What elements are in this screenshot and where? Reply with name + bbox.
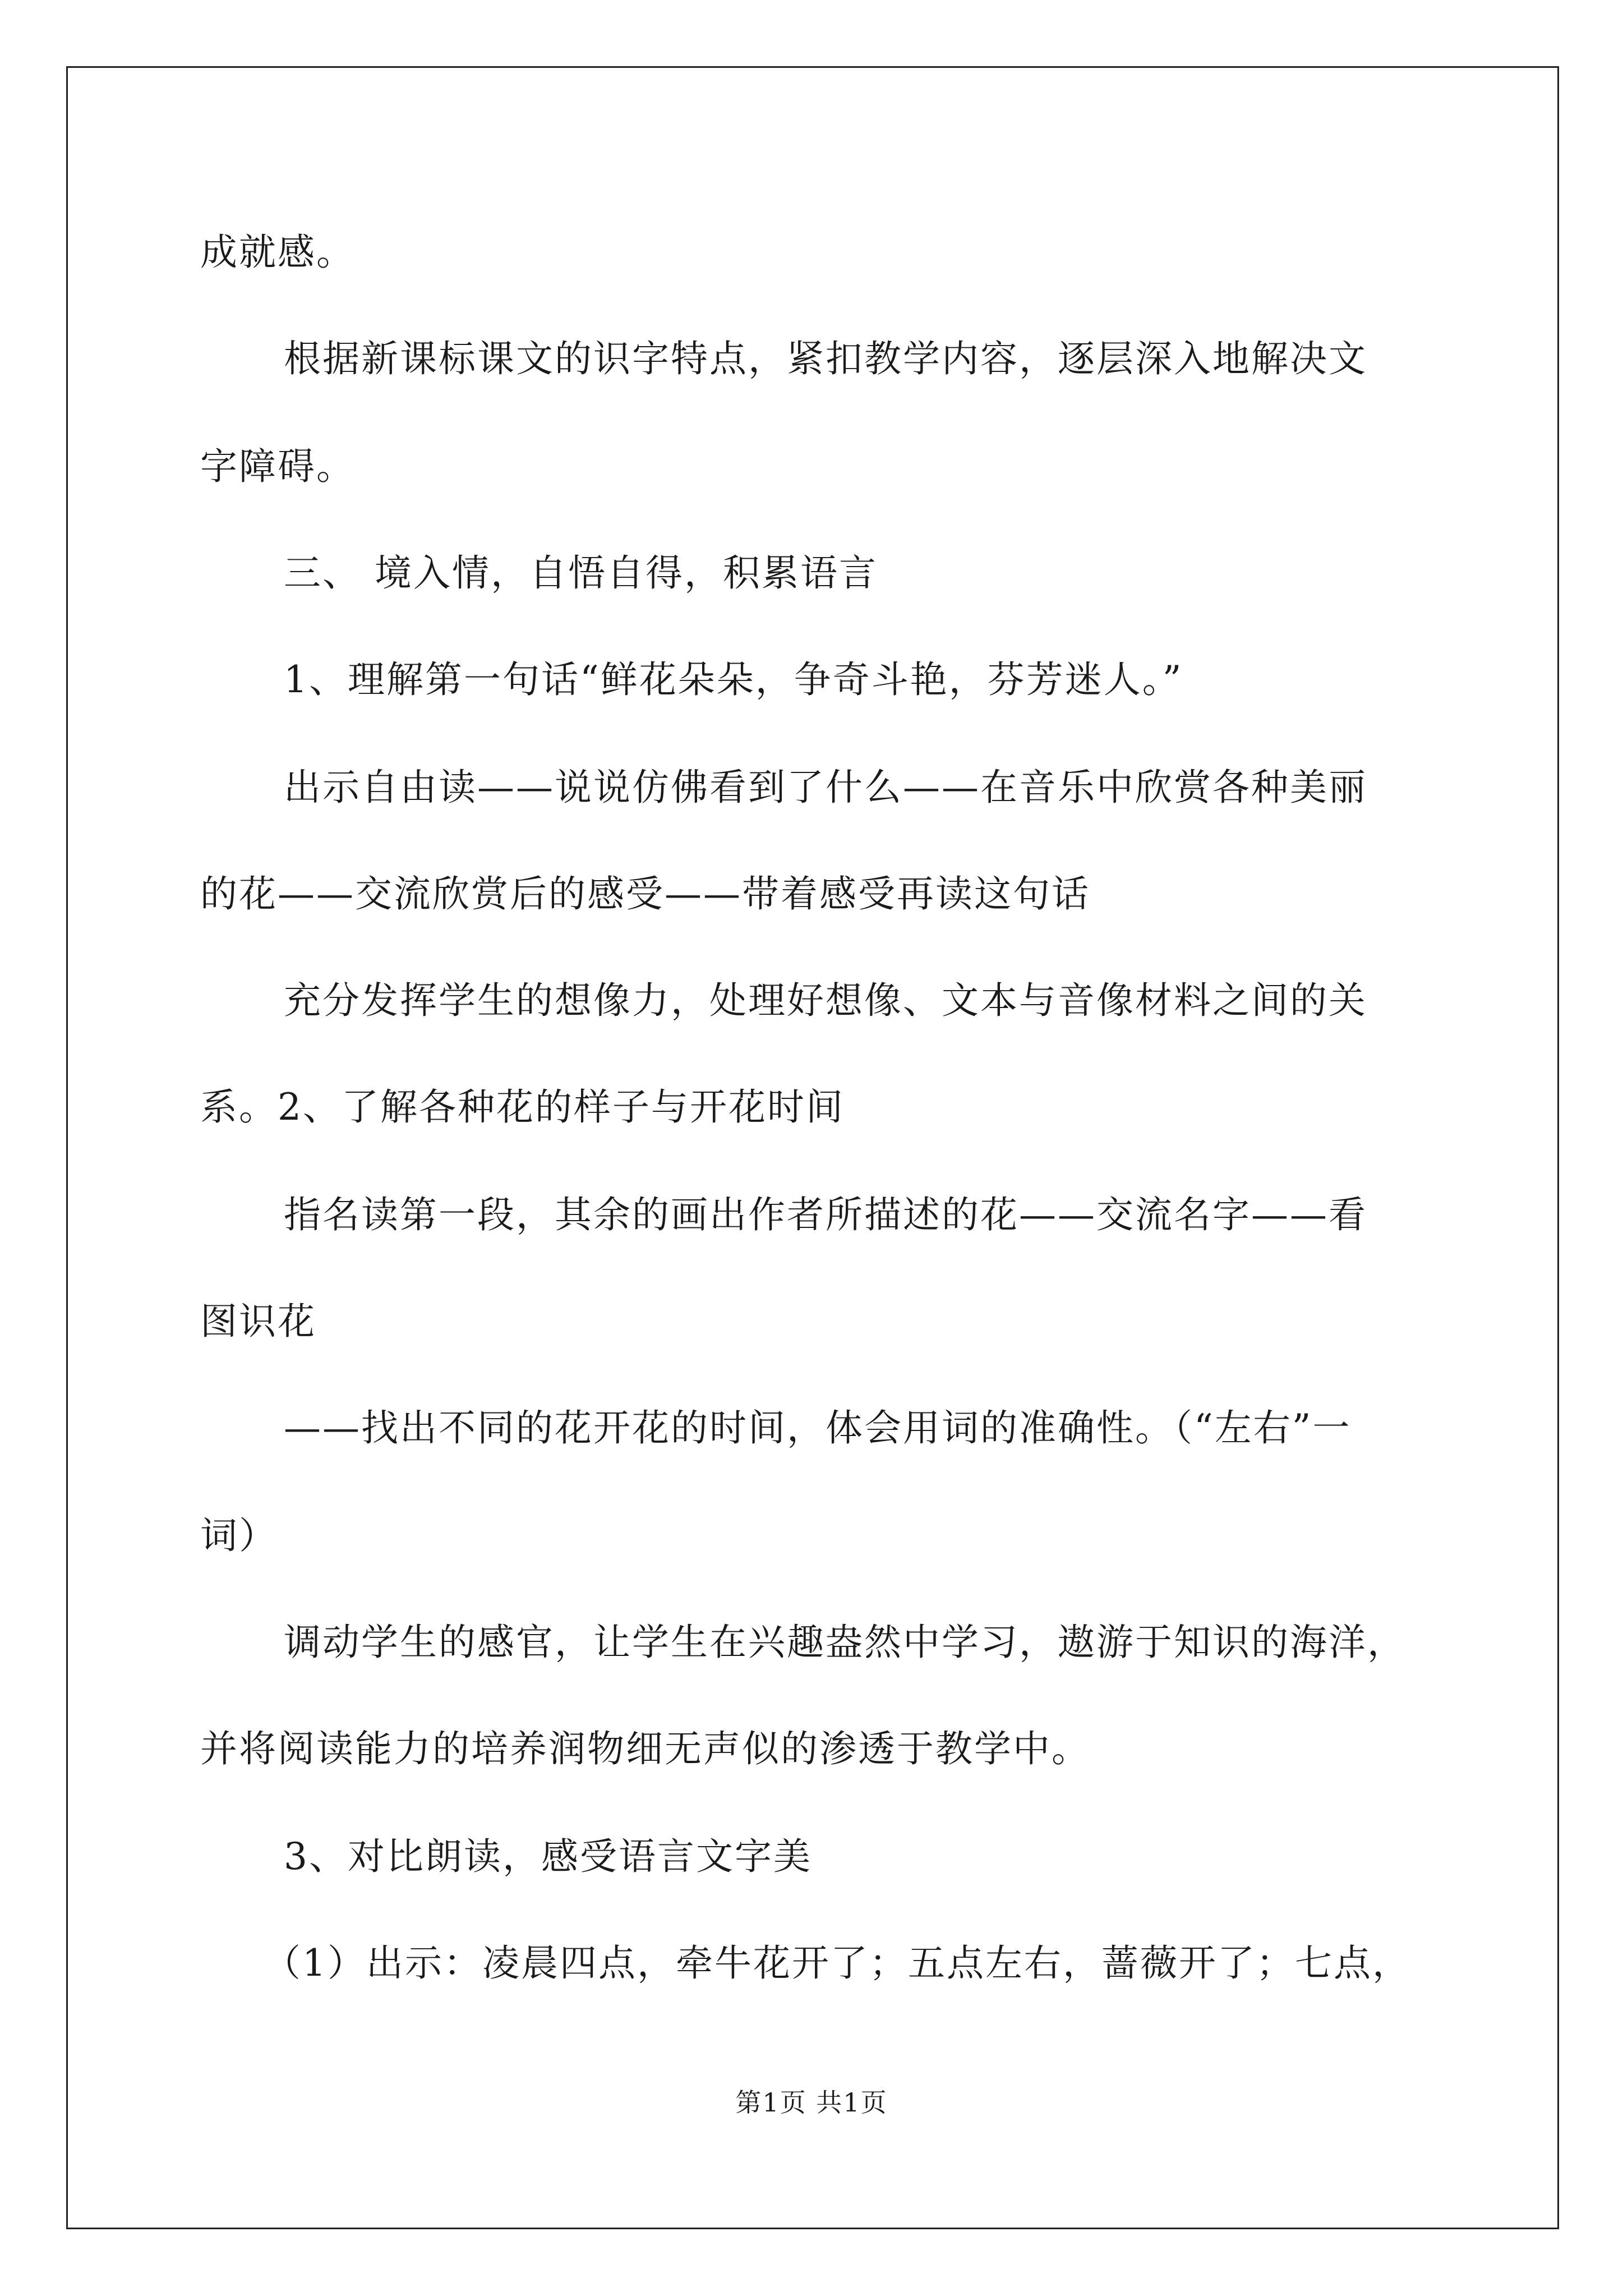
text-line: 成就感。 bbox=[200, 231, 355, 274]
text-line: 1、理解第一句话“鲜花朵朵，争奇斗艳，芬芳迷人。” bbox=[284, 658, 1183, 701]
text-line: 词） bbox=[200, 1514, 278, 1557]
text-line: 字障碍。 bbox=[200, 445, 355, 488]
text-line: （1）出示：凌晨四点，牵牛花开了；五点左右，蔷薇开了；七点， bbox=[264, 1941, 1411, 1985]
text-line: 根据新课标课文的识字特点，紧扣教学内容，逐层深入地解决文 bbox=[284, 337, 1367, 380]
text-line: 调动学生的感官，让学生在兴趣盎然中学习，遨游于知识的海洋， bbox=[284, 1621, 1406, 1664]
text-line: ——找出不同的花开花的时间，体会用词的准确性。（“左右”一 bbox=[284, 1406, 1352, 1450]
section-heading: 三、 境入情，自悟自得，积累语言 bbox=[284, 551, 878, 595]
text-line: 出示自由读——说说仿佛看到了什么——在音乐中欣赏各种美丽 bbox=[284, 766, 1367, 809]
text-line: 图识花 bbox=[200, 1300, 316, 1343]
page-border bbox=[66, 66, 1559, 2229]
page-footer: 第1页 共1页 bbox=[735, 2087, 888, 2118]
text-line: 的花——交流欣赏后的感受——带着感受再读这句话 bbox=[200, 872, 1090, 915]
text-line: 指名读第一段，其余的画出作者所描述的花——交流名字——看 bbox=[284, 1193, 1367, 1236]
text-line: 充分发挥学生的想像力，处理好想像、文本与音像材料之间的关 bbox=[284, 979, 1367, 1022]
text-line: 3、对比朗读，感受语言文字美 bbox=[284, 1835, 812, 1878]
text-line: 并将阅读能力的培养润物细无声似的渗透于教学中。 bbox=[200, 1727, 1090, 1770]
text-line: 系。2、了解各种花的样子与开花时间 bbox=[200, 1085, 845, 1129]
